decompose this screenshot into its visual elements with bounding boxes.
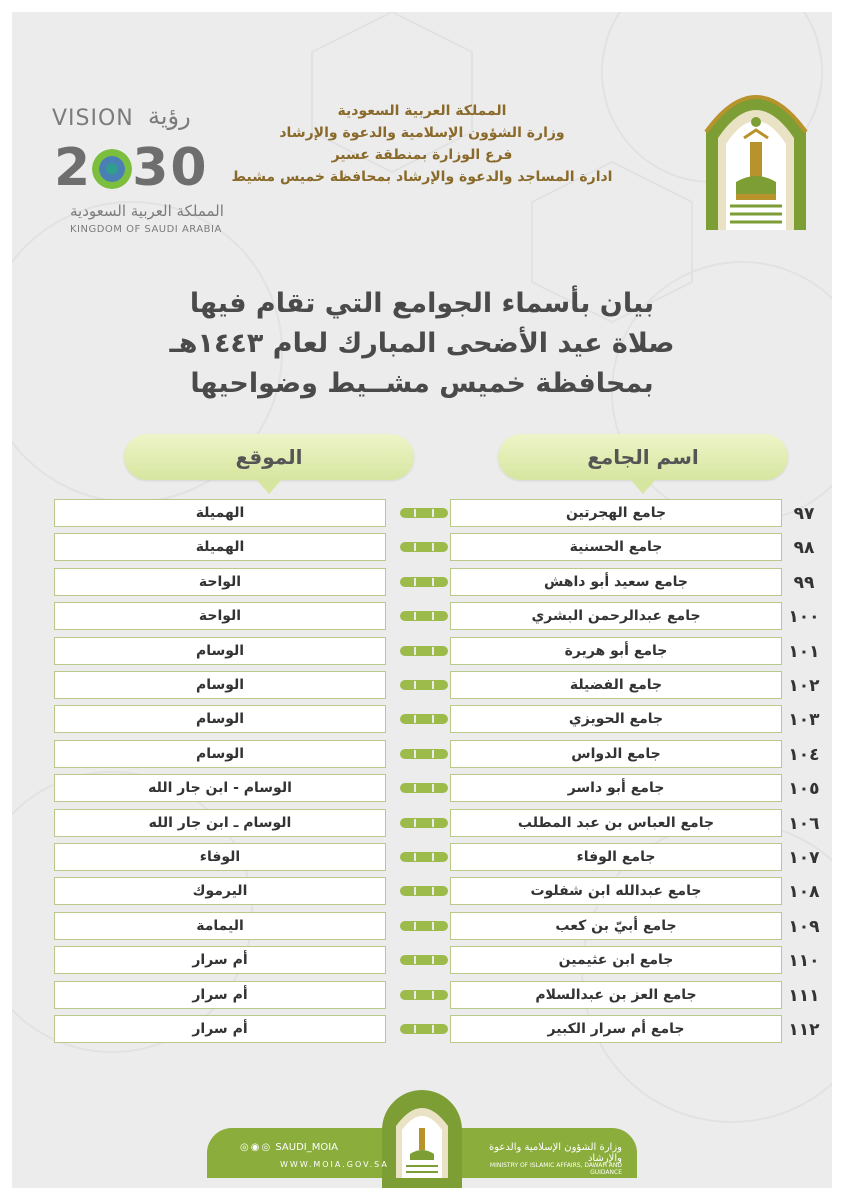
row-number: ١٠٣ (788, 710, 820, 731)
mosque-name-cell: جامع عبدالله ابن شفلوت (450, 877, 782, 905)
header-line-kingdom: المملكة العربية السعودية (337, 103, 507, 119)
location-cell: الوسام (54, 740, 386, 768)
location-cell: أم سرار (54, 981, 386, 1009)
location-cell: الوسام (54, 705, 386, 733)
location-cell: اليرموك (54, 877, 386, 905)
table-row (12, 671, 832, 699)
vision-year-left: 2 (54, 138, 93, 198)
row-connector (400, 921, 448, 931)
location-cell: الهميلة (54, 499, 386, 527)
social-handle: SAUDI_MOIA (275, 1142, 339, 1153)
row-connector (400, 646, 448, 656)
row-number: ١٠٤ (788, 744, 820, 765)
location-cell: الوسام ـ ابن جار الله (54, 809, 386, 837)
mosque-name-cell: جامع سعيد أبو داهش (450, 568, 782, 596)
vision-arabic-word: رؤية (148, 102, 191, 130)
document-title (112, 284, 732, 404)
row-connector (400, 852, 448, 862)
header-line-branch: فرع الوزارة بمنطقة عسير (331, 147, 513, 163)
vision-year (54, 138, 209, 198)
row-number: ١٠٦ (788, 813, 820, 834)
location-cell: الواحة (54, 568, 386, 596)
location-cell: الهميلة (54, 533, 386, 561)
location-cell: الوسام - ابن جار الله (54, 774, 386, 802)
table-row (12, 1015, 832, 1043)
row-connector (400, 955, 448, 965)
title-line-3: بمحافظة خميس مشــيط وضواحيها (190, 368, 654, 399)
mosque-name-cell: جامع عبدالرحمن البشري (450, 602, 782, 630)
vision-word: VISION (52, 106, 134, 131)
row-connector (400, 714, 448, 724)
table-row (12, 912, 832, 940)
row-number: ٩٩ (793, 572, 815, 593)
vision-kingdom-english: KINGDOM OF SAUDI ARABIA (70, 224, 222, 235)
mosque-name-cell: جامع العز بن عبدالسلام (450, 981, 782, 1009)
mosque-name-cell: جامع أم سرار الكبير (450, 1015, 782, 1043)
document-sheet (12, 12, 832, 1188)
table-row (12, 602, 832, 630)
mosque-name-cell: جامع العباس بن عبد المطلب (450, 809, 782, 837)
vision-year-right: 30 (132, 138, 209, 198)
header-line-ministry: وزارة الشؤون الإسلامية والدعوة والإرشاد (279, 125, 565, 141)
row-number: ١١١ (788, 985, 820, 1006)
table-row (12, 877, 832, 905)
row-connector (400, 1024, 448, 1034)
location-cell: الواحة (54, 602, 386, 630)
footer-ministry-english: MINISTRY OF ISLAMIC AFFAIRS, DAWAH AND GUIDANCE (489, 1162, 622, 1176)
row-number: ١٠١ (788, 641, 820, 662)
row-number: ١٠٧ (788, 848, 820, 868)
mosque-name-cell: جامع أبيّ بن كعب (450, 912, 782, 940)
title-line-2: صلاة عيد الأضحى المبارك لعام ١٤٤٣هـ (169, 328, 675, 359)
table-row (12, 809, 832, 837)
table-row (12, 533, 832, 561)
row-connector (400, 886, 448, 896)
mosque-name-cell: جامع الحويزي (450, 705, 782, 733)
table-row (12, 774, 832, 802)
row-number: ١١٠ (788, 951, 820, 972)
location-cell: اليمامة (54, 912, 386, 940)
row-connector (400, 990, 448, 1000)
mosque-name-cell: جامع أبو هريرة (450, 637, 782, 665)
table-row (12, 740, 832, 768)
mosque-name-cell: جامع الوفاء (450, 843, 782, 871)
row-connector (400, 508, 448, 518)
vision-2030-logo (52, 102, 242, 235)
row-number: ١١٢ (788, 1020, 820, 1040)
row-connector (400, 818, 448, 828)
footer-website: WWW.MOIA.GOV.SA (280, 1160, 389, 1169)
row-connector (400, 680, 448, 690)
row-connector (400, 749, 448, 759)
footer-social (240, 1142, 338, 1153)
table-row (12, 946, 832, 974)
vision-kingdom-arabic: المملكة العربية السعودية (70, 202, 224, 220)
mosque-name-cell: جامع الحسنية (450, 533, 782, 561)
vision-emblem-icon (92, 149, 132, 189)
mosque-name-cell: جامع الهجرتين (450, 499, 782, 527)
row-connector (400, 611, 448, 621)
ministry-header (192, 100, 652, 188)
row-connector (400, 783, 448, 793)
table-row (12, 843, 832, 871)
footer-ministry-emblem (392, 1098, 452, 1178)
ministry-emblem (700, 82, 812, 230)
social-icons: ◎◉◎ (240, 1142, 273, 1153)
row-number: ٩٧ (793, 504, 815, 524)
header-line-administration: ادارة المساجد والدعوة والإرشاد بمحافظة خميس مشيط (231, 169, 613, 185)
row-connector (400, 577, 448, 587)
table-row (12, 499, 832, 527)
location-cell: أم سرار (54, 1015, 386, 1043)
column-header-location: الموقع (124, 434, 414, 480)
mosque-name-cell: جامع أبو داسر (450, 774, 782, 802)
row-number: ١٠٩ (788, 916, 820, 937)
table-row (12, 568, 832, 596)
row-number: ٩٨ (793, 538, 815, 559)
column-header-mosque-name: اسم الجامع (498, 434, 788, 480)
location-cell: الوسام (54, 671, 386, 699)
mosque-name-cell: جامع الفضيلة (450, 671, 782, 699)
row-connector (400, 542, 448, 552)
table-row (12, 705, 832, 733)
footer-ministry-arabic: وزارة الشؤون الإسلامية والدعوة والإرشاد (489, 1142, 622, 1164)
row-number: ١٠٥ (788, 779, 820, 800)
row-number: ١٠٢ (788, 676, 820, 696)
location-cell: الوفاء (54, 843, 386, 871)
table-row (12, 981, 832, 1009)
row-number: ١٠٠ (788, 607, 820, 628)
mosque-name-cell: جامع ابن عثيمين (450, 946, 782, 974)
location-cell: أم سرار (54, 946, 386, 974)
table-row (12, 637, 832, 665)
location-cell: الوسام (54, 637, 386, 665)
title-line-1: بيان بأسماء الجوامع التي تقام فيها (189, 288, 655, 319)
mosque-name-cell: جامع الدواس (450, 740, 782, 768)
row-number: ١٠٨ (788, 882, 820, 903)
